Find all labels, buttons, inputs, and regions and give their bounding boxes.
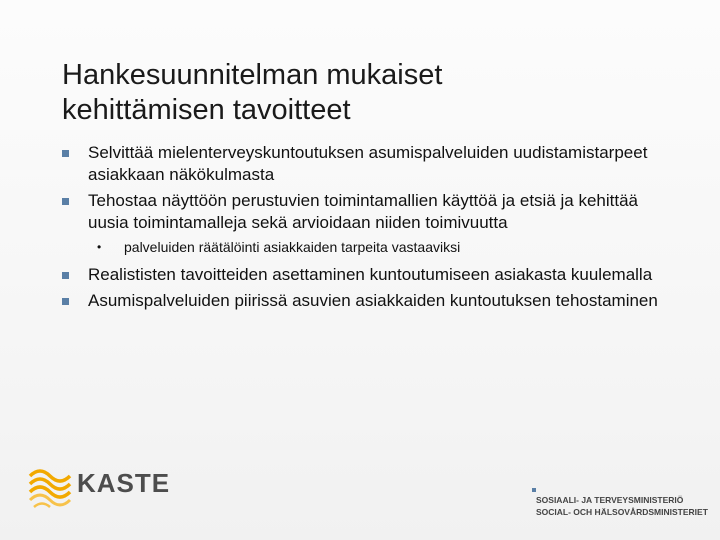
ministry-logo — [532, 494, 708, 518]
bullet-item — [62, 290, 662, 312]
bullet-list — [62, 142, 662, 316]
square-bullet-icon — [62, 150, 69, 157]
kaste-logo-text: KASTE — [77, 468, 171, 498]
bullet-item — [62, 190, 662, 234]
bullet-text: Asumispalveluiden piirissä asuvien asiakkaiden kuntoutuksen tehostaminen — [88, 291, 658, 310]
square-bullet-icon — [62, 198, 69, 205]
bullet-item — [62, 142, 662, 186]
round-bullet-icon: • — [97, 240, 102, 254]
square-bullet-icon — [62, 298, 69, 305]
title-line-1: Hankesuunnitelman mukaiset — [62, 59, 443, 91]
bullet-item — [62, 264, 662, 286]
sub-bullet-item — [62, 238, 662, 256]
ministry-mark-icon — [532, 488, 536, 492]
title-line-2: kehittämisen tavoitteet — [62, 94, 351, 126]
sub-bullet-text: palveluiden räätälöinti asiakkaiden tarpeita vastaaviksi — [124, 239, 461, 255]
square-bullet-icon — [62, 272, 69, 279]
ministry-name-fi: SOSIAALI- JA TERVEYSMINISTERIÖ — [536, 495, 684, 505]
bullet-text: Realististen tavoitteiden asettaminen kuntoutumiseen asiakasta kuulemalla — [88, 265, 653, 284]
slide-title — [62, 58, 682, 128]
bullet-text: Tehostaa näyttöön perustuvien toimintamallien käyttöä ja etsiä ja kehittää uusia toimintamalleja sekä arvioidaan niiden toimivuutta — [88, 191, 638, 232]
ministry-name-sv: SOCIAL- OCH HÄLSOVÅRDSMINISTERIET — [536, 507, 708, 517]
bullet-text: Selvittää mielenterveyskuntoutuksen asumispalveluiden uudistamistarpeet asiakkaan näkökulmasta — [88, 143, 648, 184]
